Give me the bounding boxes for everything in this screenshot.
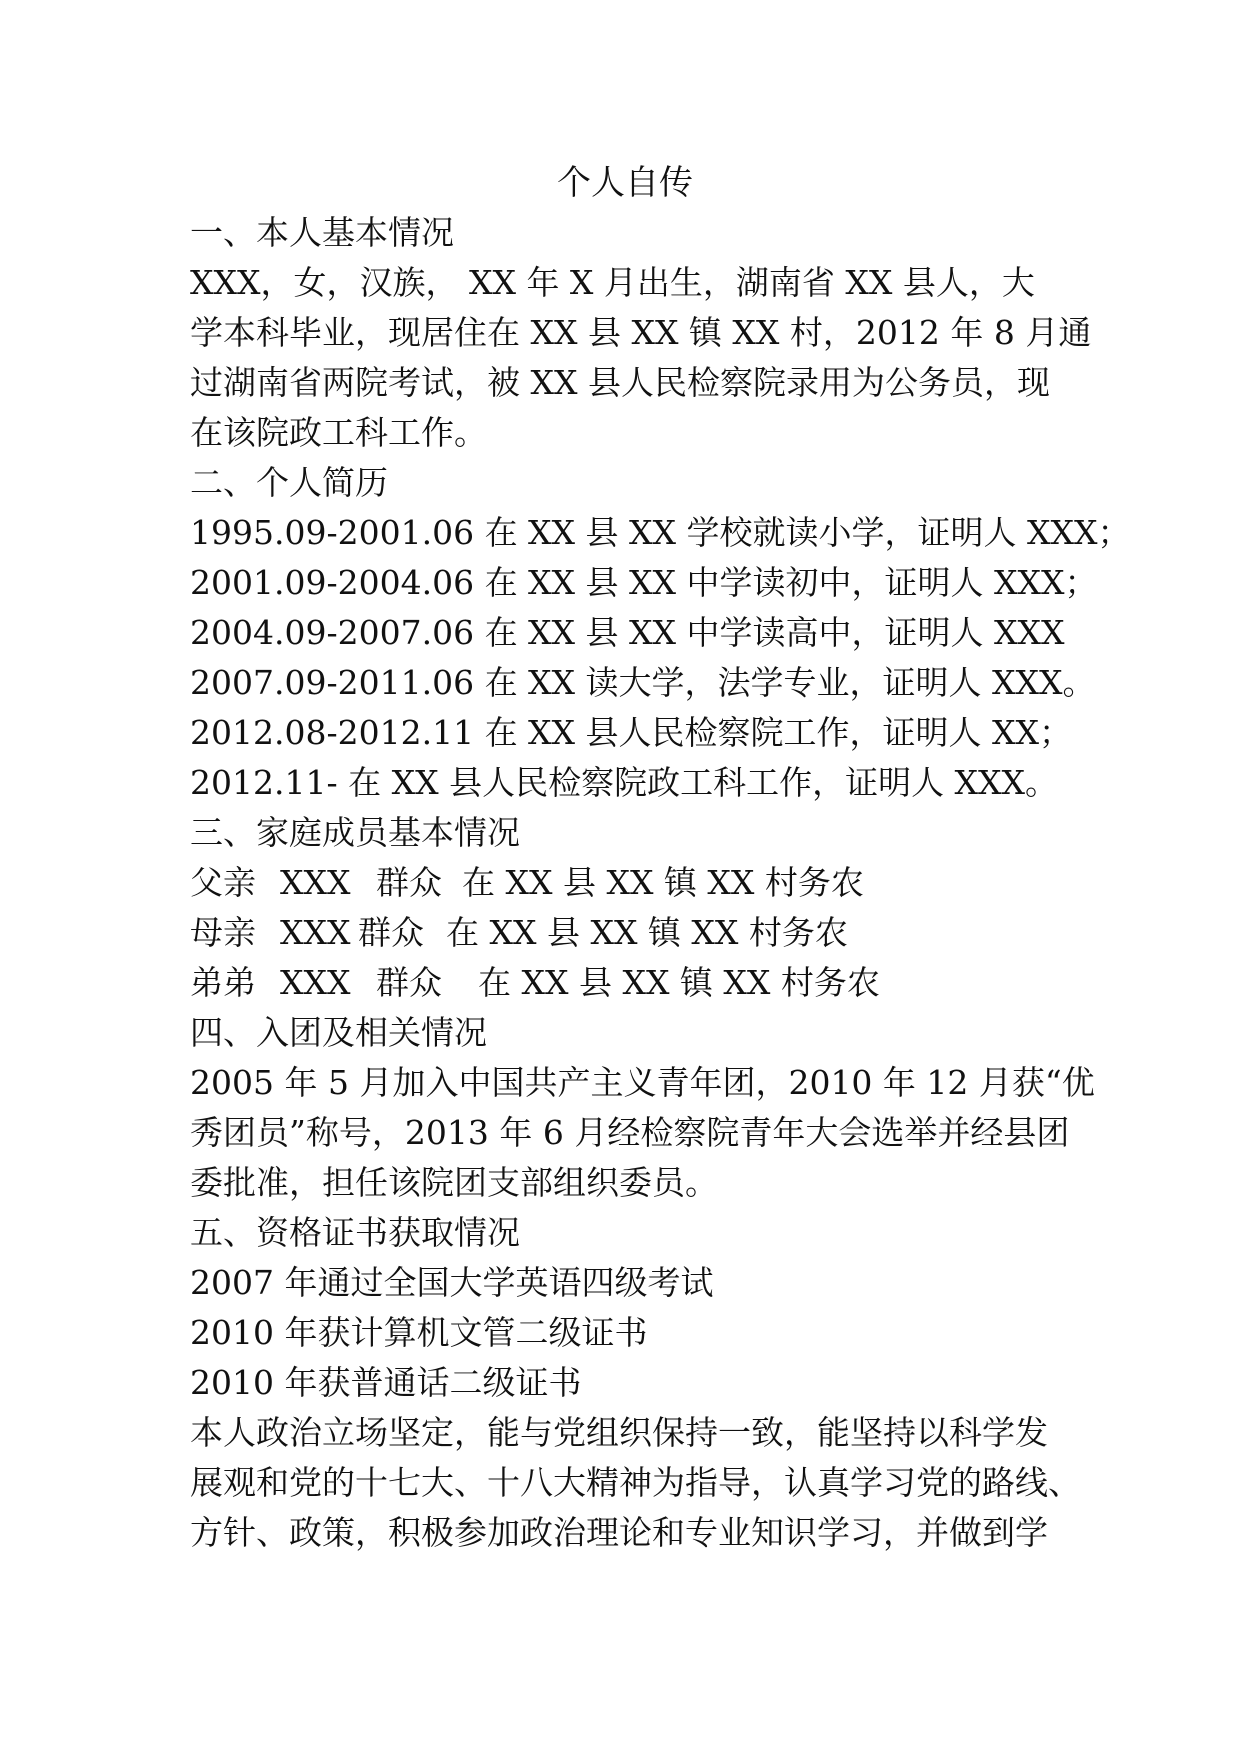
certificate-line: 2010 年获计算机文管二级证书 — [190, 1313, 648, 1352]
basic-line: 过湖南省两院考试，被 XX 县人民检察院录用为公务员，现 — [190, 363, 1050, 402]
family-name: XXX — [280, 913, 351, 952]
resume-line: 1995.09-2001.06 在 XX 县 XX 学校就读小学，证明人 XXX； — [190, 513, 1131, 552]
family-member-row — [190, 908, 1060, 958]
family-status: 群众 — [358, 913, 424, 952]
closing-line: 展观和党的十七大、十八大精神为指导，认真学习党的路线、 — [190, 1463, 1081, 1502]
family-status: 群众 — [376, 863, 442, 902]
family-member-row — [190, 858, 1060, 908]
basic-line: 在该院政工科工作。 — [190, 413, 487, 452]
family-member-row — [190, 958, 1060, 1008]
resume-line: 2001.09-2004.06 在 XX 县 XX 中学读初中，证明人 XXX； — [190, 563, 1098, 602]
family-name: XXX — [280, 863, 351, 902]
family-relation: 母亲 — [190, 913, 256, 952]
family-relation: 弟弟 — [190, 963, 256, 1002]
closing-line: 方针、政策，积极参加政治理论和专业知识学习，并做到学 — [190, 1513, 1048, 1552]
certificate-line: 2007 年通过全国大学英语四级考试 — [190, 1263, 714, 1302]
league-line: 2005 年 5 月加入中国共产主义青年团，2010 年 12 月获“优 — [190, 1063, 1095, 1102]
section-heading-resume: 二、个人简历 — [190, 463, 388, 502]
family-status: 群众 — [376, 963, 442, 1002]
family-location: 在 XX 县 XX 镇 XX 村务农 — [446, 913, 848, 952]
family-name: XXX — [280, 963, 351, 1002]
family-location: 在 XX 县 XX 镇 XX 村务农 — [462, 863, 864, 902]
document-title: 个人自传 — [557, 163, 693, 203]
resume-line: 2012.08-2012.11 在 XX 县人民检察院工作，证明人 XX； — [190, 713, 1073, 752]
certificate-line: 2010 年获普通话二级证书 — [190, 1363, 582, 1402]
section-heading-basic: 一、本人基本情况 — [190, 213, 454, 252]
league-line: 委批准，担任该院团支部组织委员。 — [190, 1163, 718, 1202]
league-line: 秀团员”称号，2013 年 6 月经检察院青年大会选举并经县团 — [190, 1113, 1070, 1152]
section-heading-family: 三、家庭成员基本情况 — [190, 813, 520, 852]
section-heading-certificates: 五、资格证书获取情况 — [190, 1213, 520, 1252]
resume-line: 2004.09-2007.06 在 XX 县 XX 中学读高中，证明人 XXX — [190, 613, 1065, 652]
resume-line: 2007.09-2011.06 在 XX 读大学，法学专业，证明人 XXX。 — [190, 663, 1096, 702]
section-heading-league: 四、入团及相关情况 — [190, 1013, 487, 1052]
closing-line: 本人政治立场坚定，能与党组织保持一致，能坚持以科学发 — [190, 1413, 1048, 1452]
resume-line: 2012.11- 在 XX 县人民检察院政工科工作，证明人 XXX。 — [190, 763, 1059, 802]
document-content — [190, 158, 1131, 1558]
family-location: 在 XX 县 XX 镇 XX 村务农 — [478, 963, 880, 1002]
basic-line: 学本科毕业，现居住在 XX 县 XX 镇 XX 村，2012 年 8 月通 — [190, 313, 1092, 352]
basic-line: XXX，女，汉族， XX 年 X 月出生，湖南省 XX 县人，大 — [190, 263, 1035, 302]
family-relation: 父亲 — [190, 863, 256, 902]
